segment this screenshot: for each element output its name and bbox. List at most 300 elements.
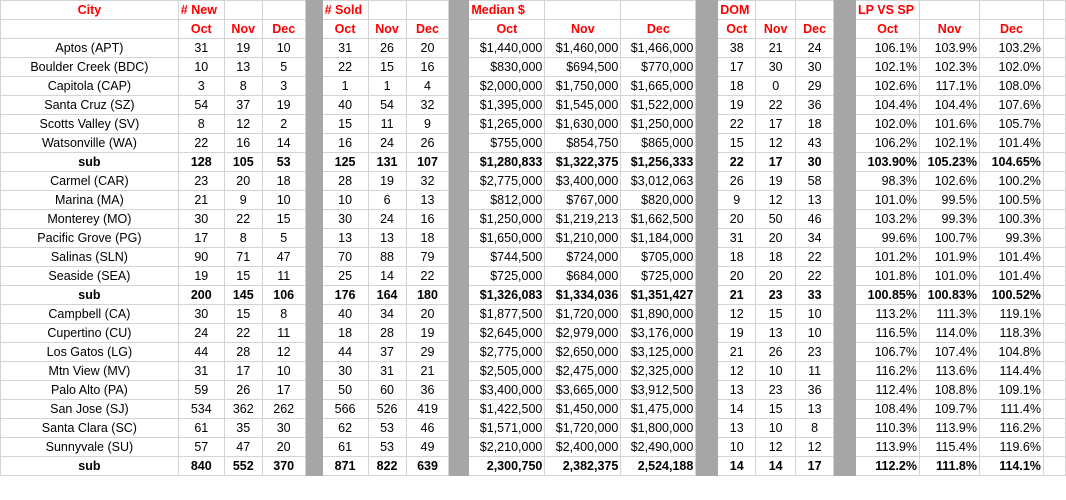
median-price-cell[interactable]: $3,125,000	[621, 343, 696, 362]
sold-count-cell[interactable]: 50	[322, 381, 368, 400]
median-price-cell[interactable]: $820,000	[621, 191, 696, 210]
month-header[interactable]: Oct	[718, 20, 756, 39]
lpsp-cell[interactable]: 100.7%	[920, 229, 980, 248]
median-price-cell[interactable]: $1,422,500	[469, 400, 545, 419]
dom-cell[interactable]: 23	[796, 343, 834, 362]
dom-cell[interactable]: 20	[718, 267, 756, 286]
new-count-cell[interactable]: 15	[224, 267, 262, 286]
lpsp-cell[interactable]: 100.5%	[979, 191, 1043, 210]
sold-count-cell[interactable]: 49	[406, 438, 449, 457]
dom-cell[interactable]: 19	[756, 172, 796, 191]
median-price-cell[interactable]: 2,524,188	[621, 457, 696, 476]
lpsp-cell[interactable]: 108.0%	[979, 77, 1043, 96]
empty-cell[interactable]	[796, 1, 834, 20]
median-price-cell[interactable]: $2,645,000	[469, 324, 545, 343]
median-price-cell[interactable]: $3,912,500	[621, 381, 696, 400]
dom-cell[interactable]: 26	[756, 343, 796, 362]
new-count-cell[interactable]: 71	[224, 248, 262, 267]
sold-count-cell[interactable]: 70	[322, 248, 368, 267]
median-header[interactable]: Median $	[469, 1, 545, 20]
lpsp-cell[interactable]: 102.1%	[920, 134, 980, 153]
empty-cell[interactable]	[1043, 172, 1065, 191]
city-cell[interactable]: Monterey (MO)	[1, 210, 179, 229]
new-count-cell[interactable]: 9	[224, 191, 262, 210]
median-price-cell[interactable]: $3,012,063	[621, 172, 696, 191]
empty-cell[interactable]	[1043, 153, 1065, 172]
month-header[interactable]: Oct	[469, 20, 545, 39]
new-count-cell[interactable]: 370	[262, 457, 305, 476]
new-count-cell[interactable]: 61	[178, 419, 224, 438]
median-price-cell[interactable]: $2,210,000	[469, 438, 545, 457]
dom-cell[interactable]: 24	[796, 39, 834, 58]
city-cell[interactable]: Salinas (SLN)	[1, 248, 179, 267]
new-count-cell[interactable]: 53	[262, 153, 305, 172]
median-price-cell[interactable]: $2,775,000	[469, 172, 545, 191]
dom-cell[interactable]: 30	[796, 153, 834, 172]
new-count-cell[interactable]: 15	[262, 210, 305, 229]
sold-count-cell[interactable]: 1	[368, 77, 406, 96]
sold-count-cell[interactable]: 30	[322, 362, 368, 381]
empty-cell[interactable]	[1043, 77, 1065, 96]
dom-header[interactable]: DOM	[718, 1, 756, 20]
lpsp-cell[interactable]: 113.9%	[920, 419, 980, 438]
sold-count-cell[interactable]: 20	[406, 39, 449, 58]
new-count-cell[interactable]: 840	[178, 457, 224, 476]
sold-count-cell[interactable]: 24	[368, 210, 406, 229]
sold-count-cell[interactable]: 419	[406, 400, 449, 419]
dom-cell[interactable]: 13	[756, 324, 796, 343]
median-price-cell[interactable]: $2,505,000	[469, 362, 545, 381]
median-price-cell[interactable]: $1,351,427	[621, 286, 696, 305]
sold-count-cell[interactable]: 24	[368, 134, 406, 153]
new-count-cell[interactable]: 20	[262, 438, 305, 457]
lpsp-cell[interactable]: 108.8%	[920, 381, 980, 400]
lpsp-cell[interactable]: 100.52%	[979, 286, 1043, 305]
sold-count-cell[interactable]: 1	[322, 77, 368, 96]
sold-count-cell[interactable]: 54	[368, 96, 406, 115]
sold-count-cell[interactable]: 14	[368, 267, 406, 286]
lpsp-cell[interactable]: 105.23%	[920, 153, 980, 172]
dom-cell[interactable]: 14	[756, 457, 796, 476]
lpsp-cell[interactable]: 112.4%	[856, 381, 920, 400]
dom-cell[interactable]: 23	[756, 286, 796, 305]
new-count-cell[interactable]: 22	[224, 210, 262, 229]
dom-cell[interactable]: 0	[756, 77, 796, 96]
lpsp-cell[interactable]: 110.3%	[856, 419, 920, 438]
median-price-cell[interactable]: $1,662,500	[621, 210, 696, 229]
dom-cell[interactable]: 21	[718, 343, 756, 362]
sold-count-cell[interactable]: 15	[322, 115, 368, 134]
new-count-cell[interactable]: 262	[262, 400, 305, 419]
median-price-cell[interactable]: $2,325,000	[621, 362, 696, 381]
new-count-cell[interactable]: 22	[224, 324, 262, 343]
new-count-cell[interactable]: 5	[262, 58, 305, 77]
new-count-cell[interactable]: 8	[224, 229, 262, 248]
month-header[interactable]: Oct	[856, 20, 920, 39]
empty-cell[interactable]	[262, 1, 305, 20]
median-price-cell[interactable]: $1,800,000	[621, 419, 696, 438]
dom-cell[interactable]: 12	[756, 134, 796, 153]
city-cell[interactable]: Cupertino (CU)	[1, 324, 179, 343]
sold-count-cell[interactable]: 62	[322, 419, 368, 438]
lpsp-cell[interactable]: 119.1%	[979, 305, 1043, 324]
empty-cell[interactable]	[1043, 305, 1065, 324]
dom-cell[interactable]: 36	[796, 96, 834, 115]
lpsp-cell[interactable]: 102.0%	[979, 58, 1043, 77]
sold-count-cell[interactable]: 19	[368, 172, 406, 191]
new-count-cell[interactable]: 47	[262, 248, 305, 267]
sold-count-cell[interactable]: 13	[368, 229, 406, 248]
median-price-cell[interactable]: $1,450,000	[545, 400, 621, 419]
median-price-cell[interactable]: $1,395,000	[469, 96, 545, 115]
new-count-cell[interactable]: 10	[262, 39, 305, 58]
median-price-cell[interactable]: $3,665,000	[545, 381, 621, 400]
new-count-cell[interactable]: 12	[262, 343, 305, 362]
sold-count-cell[interactable]: 28	[368, 324, 406, 343]
median-price-cell[interactable]: $1,256,333	[621, 153, 696, 172]
empty-cell[interactable]	[1043, 343, 1065, 362]
median-price-cell[interactable]: $3,400,000	[469, 381, 545, 400]
new-count-cell[interactable]: 57	[178, 438, 224, 457]
median-price-cell[interactable]: $684,000	[545, 267, 621, 286]
median-price-cell[interactable]: $1,522,000	[621, 96, 696, 115]
lpsp-cell[interactable]: 103.90%	[856, 153, 920, 172]
sold-count-cell[interactable]: 32	[406, 96, 449, 115]
median-price-cell[interactable]: $812,000	[469, 191, 545, 210]
sold-count-cell[interactable]: 107	[406, 153, 449, 172]
new-count-cell[interactable]: 3	[262, 77, 305, 96]
empty-cell[interactable]	[1043, 267, 1065, 286]
dom-cell[interactable]: 22	[796, 267, 834, 286]
empty-cell[interactable]	[1043, 324, 1065, 343]
lpsp-cell[interactable]: 116.5%	[856, 324, 920, 343]
new-count-cell[interactable]: 30	[178, 210, 224, 229]
dom-cell[interactable]: 29	[796, 77, 834, 96]
city-cell[interactable]: Marina (MA)	[1, 191, 179, 210]
city-cell[interactable]: Scotts Valley (SV)	[1, 115, 179, 134]
empty-cell[interactable]	[920, 1, 980, 20]
lpsp-cell[interactable]: 101.0%	[920, 267, 980, 286]
median-price-cell[interactable]: $1,466,000	[621, 39, 696, 58]
empty-cell[interactable]	[1043, 286, 1065, 305]
median-price-cell[interactable]: $1,334,036	[545, 286, 621, 305]
new-count-cell[interactable]: 12	[224, 115, 262, 134]
median-price-cell[interactable]: $1,440,000	[469, 39, 545, 58]
dom-cell[interactable]: 10	[756, 362, 796, 381]
dom-cell[interactable]: 19	[718, 96, 756, 115]
median-price-cell[interactable]: 2,300,750	[469, 457, 545, 476]
lpsp-cell[interactable]: 100.3%	[979, 210, 1043, 229]
sold-count-cell[interactable]: 61	[322, 438, 368, 457]
lpsp-cell[interactable]: 98.3%	[856, 172, 920, 191]
sold-count-cell[interactable]: 31	[368, 362, 406, 381]
new-count-cell[interactable]: 59	[178, 381, 224, 400]
lpsp-cell[interactable]: 109.7%	[920, 400, 980, 419]
month-header[interactable]: Oct	[178, 20, 224, 39]
new-count-cell[interactable]: 24	[178, 324, 224, 343]
new-count-cell[interactable]: 8	[178, 115, 224, 134]
empty-cell[interactable]	[368, 1, 406, 20]
median-price-cell[interactable]: $1,750,000	[545, 77, 621, 96]
sold-count-cell[interactable]: 40	[322, 96, 368, 115]
dom-cell[interactable]: 20	[718, 210, 756, 229]
new-count-cell[interactable]: 22	[178, 134, 224, 153]
sold-count-cell[interactable]: 19	[406, 324, 449, 343]
dom-cell[interactable]: 18	[718, 248, 756, 267]
new-count-cell[interactable]: 31	[178, 362, 224, 381]
dom-cell[interactable]: 10	[718, 438, 756, 457]
new-count-cell[interactable]: 200	[178, 286, 224, 305]
sold-count-cell[interactable]: 79	[406, 248, 449, 267]
median-price-cell[interactable]: $1,219,213	[545, 210, 621, 229]
sold-count-cell[interactable]: 9	[406, 115, 449, 134]
median-price-cell[interactable]: $1,210,000	[545, 229, 621, 248]
sold-count-cell[interactable]: 31	[322, 39, 368, 58]
lpsp-cell[interactable]: 107.6%	[979, 96, 1043, 115]
dom-cell[interactable]: 18	[796, 115, 834, 134]
sold-count-cell[interactable]: 46	[406, 419, 449, 438]
lpsp-cell[interactable]: 105.7%	[979, 115, 1043, 134]
empty-cell[interactable]	[1043, 1, 1065, 20]
lpsp-cell[interactable]: 111.4%	[979, 400, 1043, 419]
new-count-cell[interactable]: 128	[178, 153, 224, 172]
dom-cell[interactable]: 30	[796, 58, 834, 77]
lpsp-cell[interactable]: 106.1%	[856, 39, 920, 58]
sold-count-cell[interactable]: 11	[368, 115, 406, 134]
lpsp-cell[interactable]: 101.6%	[920, 115, 980, 134]
new-count-cell[interactable]: 10	[262, 191, 305, 210]
dom-cell[interactable]: 14	[718, 457, 756, 476]
dom-cell[interactable]: 38	[718, 39, 756, 58]
dom-cell[interactable]: 18	[756, 248, 796, 267]
dom-cell[interactable]: 21	[756, 39, 796, 58]
lpsp-cell[interactable]: 100.83%	[920, 286, 980, 305]
dom-cell[interactable]: 30	[756, 58, 796, 77]
sold-count-cell[interactable]: 16	[406, 210, 449, 229]
sold-count-cell[interactable]: 10	[322, 191, 368, 210]
new-count-cell[interactable]: 15	[224, 305, 262, 324]
city-cell[interactable]: Capitola (CAP)	[1, 77, 179, 96]
median-price-cell[interactable]: $1,250,000	[621, 115, 696, 134]
dom-cell[interactable]: 9	[718, 191, 756, 210]
subtotal-label[interactable]: sub	[1, 286, 179, 305]
city-cell[interactable]: Sunnyvale (SU)	[1, 438, 179, 457]
dom-cell[interactable]: 36	[796, 381, 834, 400]
new-count-cell[interactable]: 11	[262, 267, 305, 286]
median-price-cell[interactable]: $2,490,000	[621, 438, 696, 457]
city-cell[interactable]: Santa Clara (SC)	[1, 419, 179, 438]
median-price-cell[interactable]: $755,000	[469, 134, 545, 153]
city-cell[interactable]: Campbell (CA)	[1, 305, 179, 324]
median-price-cell[interactable]: $724,000	[545, 248, 621, 267]
median-price-cell[interactable]: $744,500	[469, 248, 545, 267]
new-count-cell[interactable]: 28	[224, 343, 262, 362]
lpsp-cell[interactable]: 102.6%	[856, 77, 920, 96]
empty-cell[interactable]	[1043, 362, 1065, 381]
month-header[interactable]: Nov	[224, 20, 262, 39]
dom-cell[interactable]: 22	[718, 153, 756, 172]
lpsp-cell[interactable]: 106.7%	[856, 343, 920, 362]
new-count-cell[interactable]: 30	[262, 419, 305, 438]
city-cell[interactable]: Santa Cruz (SZ)	[1, 96, 179, 115]
lpsp-cell[interactable]: 101.4%	[979, 248, 1043, 267]
lpsp-cell[interactable]: 116.2%	[979, 419, 1043, 438]
sold-count-cell[interactable]: 526	[368, 400, 406, 419]
sold-count-cell[interactable]: 34	[368, 305, 406, 324]
dom-cell[interactable]: 12	[718, 362, 756, 381]
new-count-cell[interactable]: 37	[224, 96, 262, 115]
lpsp-cell[interactable]: 99.3%	[920, 210, 980, 229]
new-count-cell[interactable]: 5	[262, 229, 305, 248]
lpsp-cell[interactable]: 102.3%	[920, 58, 980, 77]
new-count-cell[interactable]: 2	[262, 115, 305, 134]
dom-cell[interactable]: 8	[796, 419, 834, 438]
dom-cell[interactable]: 10	[796, 305, 834, 324]
city-header[interactable]: City	[1, 1, 179, 20]
city-cell[interactable]: Carmel (CAR)	[1, 172, 179, 191]
lpsp-cell[interactable]: 109.1%	[979, 381, 1043, 400]
empty-cell[interactable]	[1, 20, 179, 39]
median-price-cell[interactable]: $705,000	[621, 248, 696, 267]
median-price-cell[interactable]: $1,280,833	[469, 153, 545, 172]
dom-cell[interactable]: 33	[796, 286, 834, 305]
lpsp-cell[interactable]: 116.2%	[856, 362, 920, 381]
lpsp-cell[interactable]: 101.2%	[856, 248, 920, 267]
sold-count-cell[interactable]: 28	[322, 172, 368, 191]
city-cell[interactable]: Seaside (SEA)	[1, 267, 179, 286]
new-count-cell[interactable]: 17	[262, 381, 305, 400]
new-count-cell[interactable]: 105	[224, 153, 262, 172]
sold-count-cell[interactable]: 26	[368, 39, 406, 58]
lpsp-cell[interactable]: 104.8%	[979, 343, 1043, 362]
median-price-cell[interactable]: $1,322,375	[545, 153, 621, 172]
dom-cell[interactable]: 15	[756, 400, 796, 419]
dom-cell[interactable]: 20	[756, 229, 796, 248]
median-price-cell[interactable]: $1,545,000	[545, 96, 621, 115]
median-price-cell[interactable]: $1,630,000	[545, 115, 621, 134]
month-header[interactable]: Dec	[796, 20, 834, 39]
dom-cell[interactable]: 34	[796, 229, 834, 248]
sold-count-cell[interactable]: 29	[406, 343, 449, 362]
lpsp-cell[interactable]: 99.3%	[979, 229, 1043, 248]
empty-cell[interactable]	[756, 1, 796, 20]
lpsp-header[interactable]: LP VS SP	[856, 1, 920, 20]
month-header[interactable]: Nov	[368, 20, 406, 39]
lpsp-cell[interactable]: 115.4%	[920, 438, 980, 457]
new-header[interactable]: # New	[178, 1, 224, 20]
new-count-cell[interactable]: 13	[224, 58, 262, 77]
median-price-cell[interactable]: $1,265,000	[469, 115, 545, 134]
dom-cell[interactable]: 15	[718, 134, 756, 153]
median-price-cell[interactable]: $1,460,000	[545, 39, 621, 58]
dom-cell[interactable]: 13	[796, 191, 834, 210]
sold-count-cell[interactable]: 18	[322, 324, 368, 343]
new-count-cell[interactable]: 552	[224, 457, 262, 476]
new-count-cell[interactable]: 19	[262, 96, 305, 115]
empty-cell[interactable]	[1043, 248, 1065, 267]
new-count-cell[interactable]: 362	[224, 400, 262, 419]
dom-cell[interactable]: 20	[756, 267, 796, 286]
lpsp-cell[interactable]: 100.85%	[856, 286, 920, 305]
sold-count-cell[interactable]: 6	[368, 191, 406, 210]
dom-cell[interactable]: 10	[796, 324, 834, 343]
lpsp-cell[interactable]: 117.1%	[920, 77, 980, 96]
sold-count-cell[interactable]: 639	[406, 457, 449, 476]
sold-count-cell[interactable]: 16	[322, 134, 368, 153]
median-price-cell[interactable]: $1,650,000	[469, 229, 545, 248]
lpsp-cell[interactable]: 119.6%	[979, 438, 1043, 457]
new-count-cell[interactable]: 44	[178, 343, 224, 362]
new-count-cell[interactable]: 16	[224, 134, 262, 153]
median-price-cell[interactable]: $2,400,000	[545, 438, 621, 457]
lpsp-cell[interactable]: 114.1%	[979, 457, 1043, 476]
sold-count-cell[interactable]: 4	[406, 77, 449, 96]
sold-count-cell[interactable]: 25	[322, 267, 368, 286]
median-price-cell[interactable]: $854,750	[545, 134, 621, 153]
sold-count-cell[interactable]: 30	[322, 210, 368, 229]
dom-cell[interactable]: 17	[756, 115, 796, 134]
sold-count-cell[interactable]: 13	[406, 191, 449, 210]
empty-cell[interactable]	[621, 1, 696, 20]
lpsp-cell[interactable]: 111.8%	[920, 457, 980, 476]
city-cell[interactable]: Mtn View (MV)	[1, 362, 179, 381]
lpsp-cell[interactable]: 113.2%	[856, 305, 920, 324]
sold-count-cell[interactable]: 566	[322, 400, 368, 419]
new-count-cell[interactable]: 145	[224, 286, 262, 305]
empty-cell[interactable]	[1043, 381, 1065, 400]
month-header[interactable]: Nov	[756, 20, 796, 39]
city-cell[interactable]: Watsonville (WA)	[1, 134, 179, 153]
lpsp-cell[interactable]: 104.4%	[920, 96, 980, 115]
empty-cell[interactable]	[406, 1, 449, 20]
sold-count-cell[interactable]: 13	[322, 229, 368, 248]
sold-count-cell[interactable]: 18	[406, 229, 449, 248]
median-price-cell[interactable]: $2,650,000	[545, 343, 621, 362]
subtotal-label[interactable]: sub	[1, 457, 179, 476]
empty-cell[interactable]	[1043, 134, 1065, 153]
empty-cell[interactable]	[545, 1, 621, 20]
empty-cell[interactable]	[1043, 39, 1065, 58]
median-price-cell[interactable]: $1,326,083	[469, 286, 545, 305]
city-cell[interactable]: Pacific Grove (PG)	[1, 229, 179, 248]
dom-cell[interactable]: 12	[756, 438, 796, 457]
sold-count-cell[interactable]: 26	[406, 134, 449, 153]
empty-cell[interactable]	[1043, 191, 1065, 210]
dom-cell[interactable]: 11	[796, 362, 834, 381]
empty-cell[interactable]	[1043, 419, 1065, 438]
dom-cell[interactable]: 19	[718, 324, 756, 343]
dom-cell[interactable]: 26	[718, 172, 756, 191]
dom-cell[interactable]: 22	[796, 248, 834, 267]
sold-count-cell[interactable]: 16	[406, 58, 449, 77]
sold-count-cell[interactable]: 176	[322, 286, 368, 305]
sold-count-cell[interactable]: 131	[368, 153, 406, 172]
sold-count-cell[interactable]: 822	[368, 457, 406, 476]
dom-cell[interactable]: 17	[756, 153, 796, 172]
median-price-cell[interactable]: $770,000	[621, 58, 696, 77]
month-header[interactable]: Dec	[979, 20, 1043, 39]
sold-count-cell[interactable]: 20	[406, 305, 449, 324]
lpsp-cell[interactable]: 114.0%	[920, 324, 980, 343]
subtotal-label[interactable]: sub	[1, 153, 179, 172]
lpsp-cell[interactable]: 99.6%	[856, 229, 920, 248]
dom-cell[interactable]: 13	[718, 419, 756, 438]
lpsp-cell[interactable]: 102.6%	[920, 172, 980, 191]
sold-count-cell[interactable]: 180	[406, 286, 449, 305]
lpsp-cell[interactable]: 111.3%	[920, 305, 980, 324]
empty-cell[interactable]	[979, 1, 1043, 20]
sold-count-cell[interactable]: 53	[368, 438, 406, 457]
